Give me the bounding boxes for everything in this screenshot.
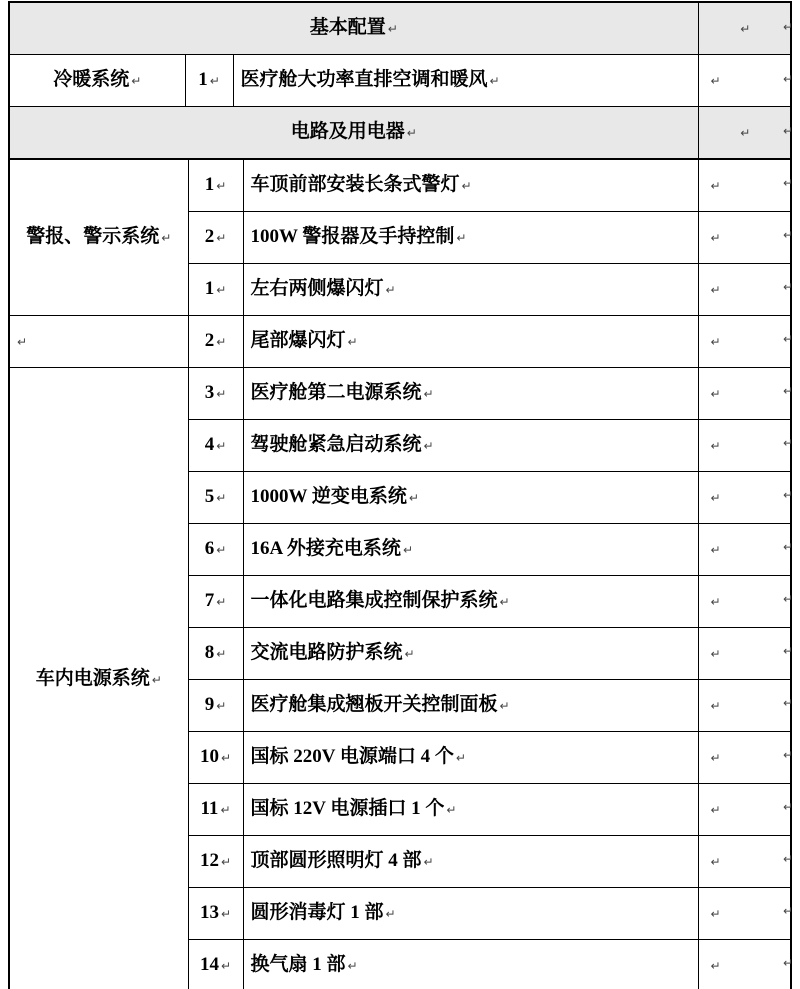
paragraph-mark-icon: ↵: [446, 803, 457, 818]
paragraph-mark-icon: ↵: [783, 748, 794, 762]
row-end-mark: [783, 677, 799, 729]
paragraph-mark-icon: ↵: [710, 387, 721, 402]
paragraph-mark-icon: ↵: [783, 124, 794, 138]
spec-table-upper: [8, 1, 792, 160]
value-cell: [698, 107, 794, 160]
item-number: 8: [204, 642, 215, 664]
paragraph-mark-icon: ↵: [161, 231, 172, 246]
value-cell: [698, 524, 794, 576]
row-end-mark: [783, 417, 799, 469]
item-number: 6: [204, 538, 215, 560]
row-end-mark: [783, 625, 799, 677]
item-number-cell: [188, 628, 243, 680]
value-cell: [698, 472, 794, 524]
item-number: 1: [198, 69, 208, 91]
item-number-cell: [188, 576, 243, 628]
paragraph-mark-icon: ↵: [740, 126, 751, 141]
item-number-cell: [188, 732, 243, 784]
paragraph-mark-icon: ↵: [710, 803, 721, 818]
table-row: [9, 107, 791, 160]
paragraph-mark-icon: ↵: [456, 231, 467, 246]
item-number: 9: [204, 694, 215, 716]
paragraph-mark-icon: ↵: [783, 852, 794, 866]
paragraph-mark-icon: ↵: [347, 335, 358, 350]
paragraph-mark-icon: ↵: [783, 332, 794, 346]
paragraph-mark-icon: ↵: [216, 699, 227, 714]
table-row: [9, 55, 791, 107]
paragraph-mark-icon: ↵: [783, 592, 794, 606]
item-description: 一体化电路集成控制保护系统: [250, 590, 498, 612]
table-row: [9, 159, 791, 212]
row-end-mark: [783, 53, 799, 105]
item-number: 14: [199, 954, 219, 976]
item-number-cell: [188, 680, 243, 732]
item-number-cell: [185, 55, 233, 107]
paragraph-mark-icon: ↵: [710, 335, 721, 350]
paragraph-mark-icon: ↵: [710, 751, 721, 766]
paragraph-mark-icon: ↵: [220, 855, 232, 870]
category-cell-alarm: [9, 159, 188, 316]
paragraph-mark-icon: ↵: [216, 491, 227, 506]
paragraph-mark-icon: ↵: [220, 959, 232, 974]
item-number: 4: [204, 434, 215, 456]
category-cell: [9, 55, 185, 107]
item-description-cell: [243, 732, 698, 784]
item-description-cell: [243, 264, 698, 316]
item-description-cell: [243, 836, 698, 888]
table-row: [9, 316, 791, 368]
paragraph-mark-icon: ↵: [216, 543, 227, 558]
row-end-marks-rail: [783, 1, 799, 989]
section-header-electric: [9, 107, 698, 160]
paragraph-mark-icon: ↵: [209, 74, 220, 89]
paragraph-mark-icon: ↵: [406, 126, 417, 141]
row-end-mark: [783, 781, 799, 833]
item-number-cell: [188, 159, 243, 212]
item-number: 2: [204, 330, 215, 352]
row-end-mark: [783, 105, 799, 157]
paragraph-mark-icon: ↵: [455, 751, 466, 766]
paragraph-mark-icon: ↵: [216, 335, 227, 350]
row-end-mark: [783, 833, 799, 885]
row-end-mark: [783, 313, 799, 365]
item-number-cell: [188, 888, 243, 940]
row-end-mark: [783, 937, 799, 989]
item-number-cell: [188, 368, 243, 420]
paragraph-mark-icon: ↵: [408, 491, 419, 506]
paragraph-mark-icon: ↵: [385, 283, 396, 298]
value-cell: [698, 159, 794, 212]
paragraph-mark-icon: ↵: [151, 673, 162, 688]
row-end-mark: [783, 521, 799, 573]
paragraph-mark-icon: ↵: [783, 800, 794, 814]
paragraph-mark-icon: ↵: [387, 22, 398, 37]
spec-table-lower: [8, 158, 792, 989]
value-cell: [698, 55, 794, 107]
item-number: 10: [199, 746, 219, 768]
paragraph-mark-icon: ↵: [17, 335, 28, 350]
item-number: 13: [199, 902, 219, 924]
paragraph-mark-icon: ↵: [216, 647, 227, 662]
item-number: 7: [204, 590, 215, 612]
item-description-cell: [243, 888, 698, 940]
item-description-cell: [243, 576, 698, 628]
row-end-mark: [783, 729, 799, 781]
value-cell: [698, 784, 794, 836]
spec-table: [8, 0, 792, 989]
item-number: 12: [199, 850, 219, 872]
paragraph-mark-icon: ↵: [783, 956, 794, 970]
paragraph-mark-icon: ↵: [783, 384, 794, 398]
item-number: 1: [204, 278, 215, 300]
paragraph-mark-icon: ↵: [220, 803, 231, 818]
category-label: 车内电源系统: [35, 668, 150, 690]
paragraph-mark-icon: ↵: [423, 855, 434, 870]
section-title: 电路及用电器: [290, 121, 405, 143]
row-end-mark: [783, 157, 799, 209]
item-description-cell: [243, 940, 698, 989]
item-description-cell: [243, 420, 698, 472]
item-number: 11: [200, 798, 219, 820]
value-cell: [698, 576, 794, 628]
paragraph-mark-icon: ↵: [216, 387, 227, 402]
item-number-cell: [188, 784, 243, 836]
item-description-cell: [243, 212, 698, 264]
paragraph-mark-icon: ↵: [216, 595, 227, 610]
paragraph-mark-icon: ↵: [499, 699, 510, 714]
item-description: 顶部圆形照明灯 4 部: [250, 850, 422, 872]
paragraph-mark-icon: ↵: [710, 959, 721, 974]
paragraph-mark-icon: ↵: [710, 74, 721, 89]
item-number: 1: [204, 174, 215, 196]
item-number: 3: [204, 382, 215, 404]
item-description-cell: [243, 680, 698, 732]
item-number-cell: [188, 316, 243, 368]
value-cell: [698, 628, 794, 680]
category-cell-power: [9, 368, 188, 989]
paragraph-mark-icon: ↵: [710, 595, 721, 610]
paragraph-mark-icon: ↵: [783, 228, 794, 242]
paragraph-mark-icon: ↵: [710, 699, 721, 714]
paragraph-mark-icon: ↵: [710, 179, 721, 194]
paragraph-mark-icon: ↵: [710, 283, 721, 298]
row-end-mark: [783, 209, 799, 261]
item-description-cell: [233, 55, 698, 107]
paragraph-mark-icon: ↵: [489, 74, 500, 89]
item-description-cell: [243, 316, 698, 368]
paragraph-mark-icon: ↵: [499, 595, 510, 610]
item-description: 国标 12V 电源插口 1 个: [250, 798, 445, 820]
value-cell: [698, 368, 794, 420]
paragraph-mark-icon: ↵: [220, 751, 232, 766]
item-number-cell: [188, 212, 243, 264]
value-cell: [698, 420, 794, 472]
item-description-cell: [243, 472, 698, 524]
item-description-cell: [243, 628, 698, 680]
paragraph-mark-icon: ↵: [783, 72, 794, 86]
paragraph-mark-icon: ↵: [710, 647, 721, 662]
paragraph-mark-icon: ↵: [710, 231, 721, 246]
category-cell-empty: [9, 316, 188, 368]
table-row: [9, 368, 791, 420]
item-number: 2: [204, 226, 215, 248]
section-title: 基本配置: [309, 17, 386, 39]
paragraph-mark-icon: ↵: [220, 907, 232, 922]
paragraph-mark-icon: ↵: [710, 907, 721, 922]
value-cell: [698, 680, 794, 732]
item-number-cell: [188, 524, 243, 576]
paragraph-mark-icon: ↵: [385, 907, 396, 922]
paragraph-mark-icon: ↵: [783, 644, 794, 658]
item-number-cell: [188, 420, 243, 472]
item-description: 1000W 逆变电系统: [250, 486, 407, 508]
paragraph-mark-icon: ↵: [216, 179, 227, 194]
paragraph-mark-icon: ↵: [347, 959, 358, 974]
paragraph-mark-icon: ↵: [710, 439, 721, 454]
item-description-cell: [243, 159, 698, 212]
paragraph-mark-icon: ↵: [404, 647, 415, 662]
paragraph-mark-icon: ↵: [710, 491, 721, 506]
paragraph-mark-icon: ↵: [783, 280, 794, 294]
paragraph-mark-icon: ↵: [461, 179, 472, 194]
value-cell: [698, 316, 794, 368]
paragraph-mark-icon: ↵: [740, 22, 751, 37]
paragraph-mark-icon: ↵: [783, 540, 794, 554]
paragraph-mark-icon: ↵: [783, 904, 794, 918]
row-end-mark: [783, 261, 799, 313]
item-number-cell: [188, 940, 243, 989]
item-description: 100W 警报器及手持控制: [250, 226, 455, 248]
paragraph-mark-icon: ↵: [710, 543, 721, 558]
paragraph-mark-icon: ↵: [783, 176, 794, 190]
item-description: 16A 外接充电系统: [250, 538, 401, 560]
paragraph-mark-icon: ↵: [783, 20, 794, 34]
item-number-cell: [188, 472, 243, 524]
item-description-cell: [243, 524, 698, 576]
row-end-mark: [783, 573, 799, 625]
item-number-cell: [188, 836, 243, 888]
paragraph-mark-icon: ↵: [423, 387, 434, 402]
row-end-mark: [783, 1, 799, 53]
item-description-cell: [243, 368, 698, 420]
item-description: 左右两侧爆闪灯: [250, 278, 384, 300]
item-description: 车顶前部安装长条式警灯: [250, 174, 460, 196]
paragraph-mark-icon: ↵: [783, 488, 794, 502]
paragraph-mark-icon: ↵: [216, 439, 227, 454]
value-cell: [698, 888, 794, 940]
row-end-mark: [783, 469, 799, 521]
paragraph-mark-icon: ↵: [783, 436, 794, 450]
section-header-basic: [9, 2, 698, 55]
value-cell: [698, 732, 794, 784]
item-description: 国标 220V 电源端口 4 个: [250, 746, 454, 768]
item-description: 尾部爆闪灯: [250, 330, 346, 352]
row-end-mark: [783, 885, 799, 937]
item-description: 医疗舱大功率直排空调和暖风: [240, 69, 488, 91]
paragraph-mark-icon: ↵: [783, 696, 794, 710]
item-description: 医疗舱集成翘板开关控制面板: [250, 694, 498, 716]
category-label: 警报、警示系统: [26, 226, 160, 248]
item-description: 换气扇 1 部: [250, 954, 346, 976]
value-cell: [698, 264, 794, 316]
value-cell: [698, 836, 794, 888]
item-description: 驾驶舱紧急启动系统: [250, 434, 422, 456]
item-description: 交流电路防护系统: [250, 642, 403, 664]
value-cell: [698, 2, 794, 55]
item-description: 医疗舱第二电源系统: [250, 382, 422, 404]
paragraph-mark-icon: ↵: [216, 283, 227, 298]
category-label: 冷暖系统: [53, 69, 130, 91]
item-description-cell: [243, 784, 698, 836]
paragraph-mark-icon: ↵: [710, 855, 721, 870]
table-row: [9, 2, 791, 55]
value-cell: [698, 940, 794, 989]
item-number-cell: [188, 264, 243, 316]
item-number: 5: [204, 486, 215, 508]
paragraph-mark-icon: ↵: [402, 543, 413, 558]
paragraph-mark-icon: ↵: [216, 231, 227, 246]
paragraph-mark-icon: ↵: [423, 439, 434, 454]
row-end-mark: [783, 365, 799, 417]
paragraph-mark-icon: ↵: [131, 74, 142, 89]
value-cell: [698, 212, 794, 264]
item-description: 圆形消毒灯 1 部: [250, 902, 384, 924]
